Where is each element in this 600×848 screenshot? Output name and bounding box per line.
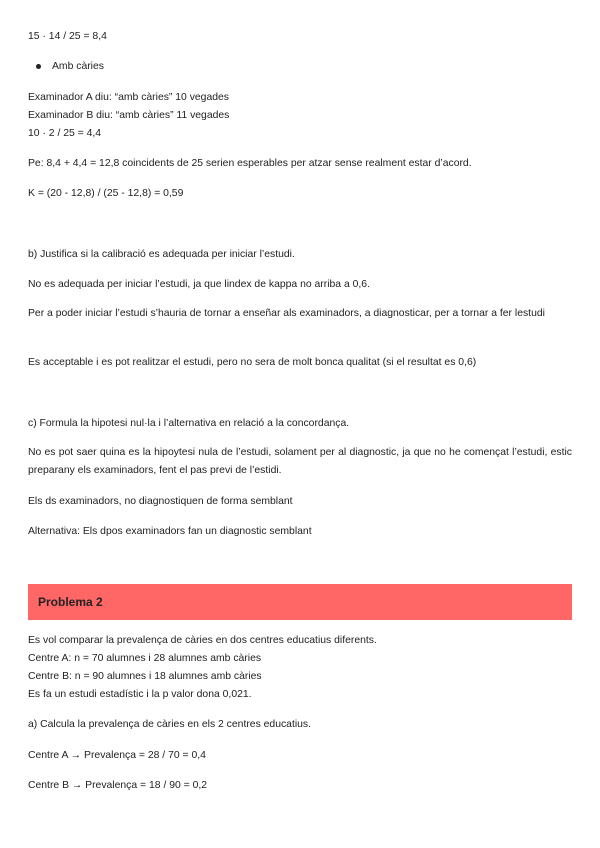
examiner-b-line: Examinador B diu: “amb càries” 11 vegades [28, 110, 230, 121]
question-b: b) Justifica si la calibració es adequada per iniciar l’estudi. [28, 249, 295, 260]
calc-line-2: 10 · 2 / 25 = 4,4 [28, 128, 102, 139]
problem-2-intro: Es vol comparar la prevalença de càries en dos centres educatius diferents. [28, 635, 377, 646]
calc-line-1: 15 · 14 / 25 = 8,4 [28, 31, 107, 42]
answer-b-2: Per a poder iniciar l’estudi s’hauria de tornar a enseñar als examinadors, a diagnosticar, per a tornar a fer lestudi [28, 308, 545, 319]
kappa-line: K = (20 - 12,8) / (25 - 12,8) = 0,59 [28, 188, 184, 199]
problem-2-title: Problema 2 [38, 595, 103, 609]
question-c: c) Formula la hipotesi nul·la i l’alternativa en relació a la concordança. [28, 418, 350, 429]
answer-a-2: Centre B → Prevalença = 18 / 90 = 0,2 [28, 780, 208, 791]
examiner-a-line: Examinador A diu: “amb càries” 10 vegades [28, 92, 229, 103]
answer-c-2: Els ds examinadors, no diagnostiquen de forma semblant [28, 496, 293, 507]
study-line: Es fa un estudi estadístic i la p valor dona 0,021. [28, 689, 252, 700]
answer-c-1: No es pot saer quina es la hipoytesi nula de l’estudi, solament per al diagnostic, ja que no he començat l’estudi, estic preparany els examinadors, fent el pas previ de l’estidi. [28, 447, 572, 476]
centre-b-line: Centre B: n = 90 alumnes i 18 alumnes amb càries [28, 671, 262, 682]
bullet-icon [36, 64, 41, 69]
bullet-item: Amb càries [52, 61, 104, 72]
answer-b-1: No es adequada per iniciar l’estudi, ja que lindex de kappa no arriba a 0,6. [28, 279, 370, 290]
answer-b-3: Es acceptable i es pot realitzar el estudi, pero no sera de molt bonca qualitat (si el resultat es 0,6) [28, 357, 477, 368]
answer-c-3: Alternativa: Els dpos examinadors fan un diagnostic semblant [28, 526, 312, 537]
centre-a-line: Centre A: n = 70 alumnes i 28 alumnes amb càries [28, 653, 262, 664]
problem-2-banner [28, 584, 572, 620]
pe-line: Pe: 8,4 + 4,4 = 12,8 coincidents de 25 serien esperables per atzar sense realment estar d’acord. [28, 158, 472, 169]
question-a: a) Calcula la prevalença de càries en els 2 centres educatius. [28, 719, 312, 730]
answer-a-1: Centre A → Prevalença = 28 / 70 = 0,4 [28, 750, 206, 761]
